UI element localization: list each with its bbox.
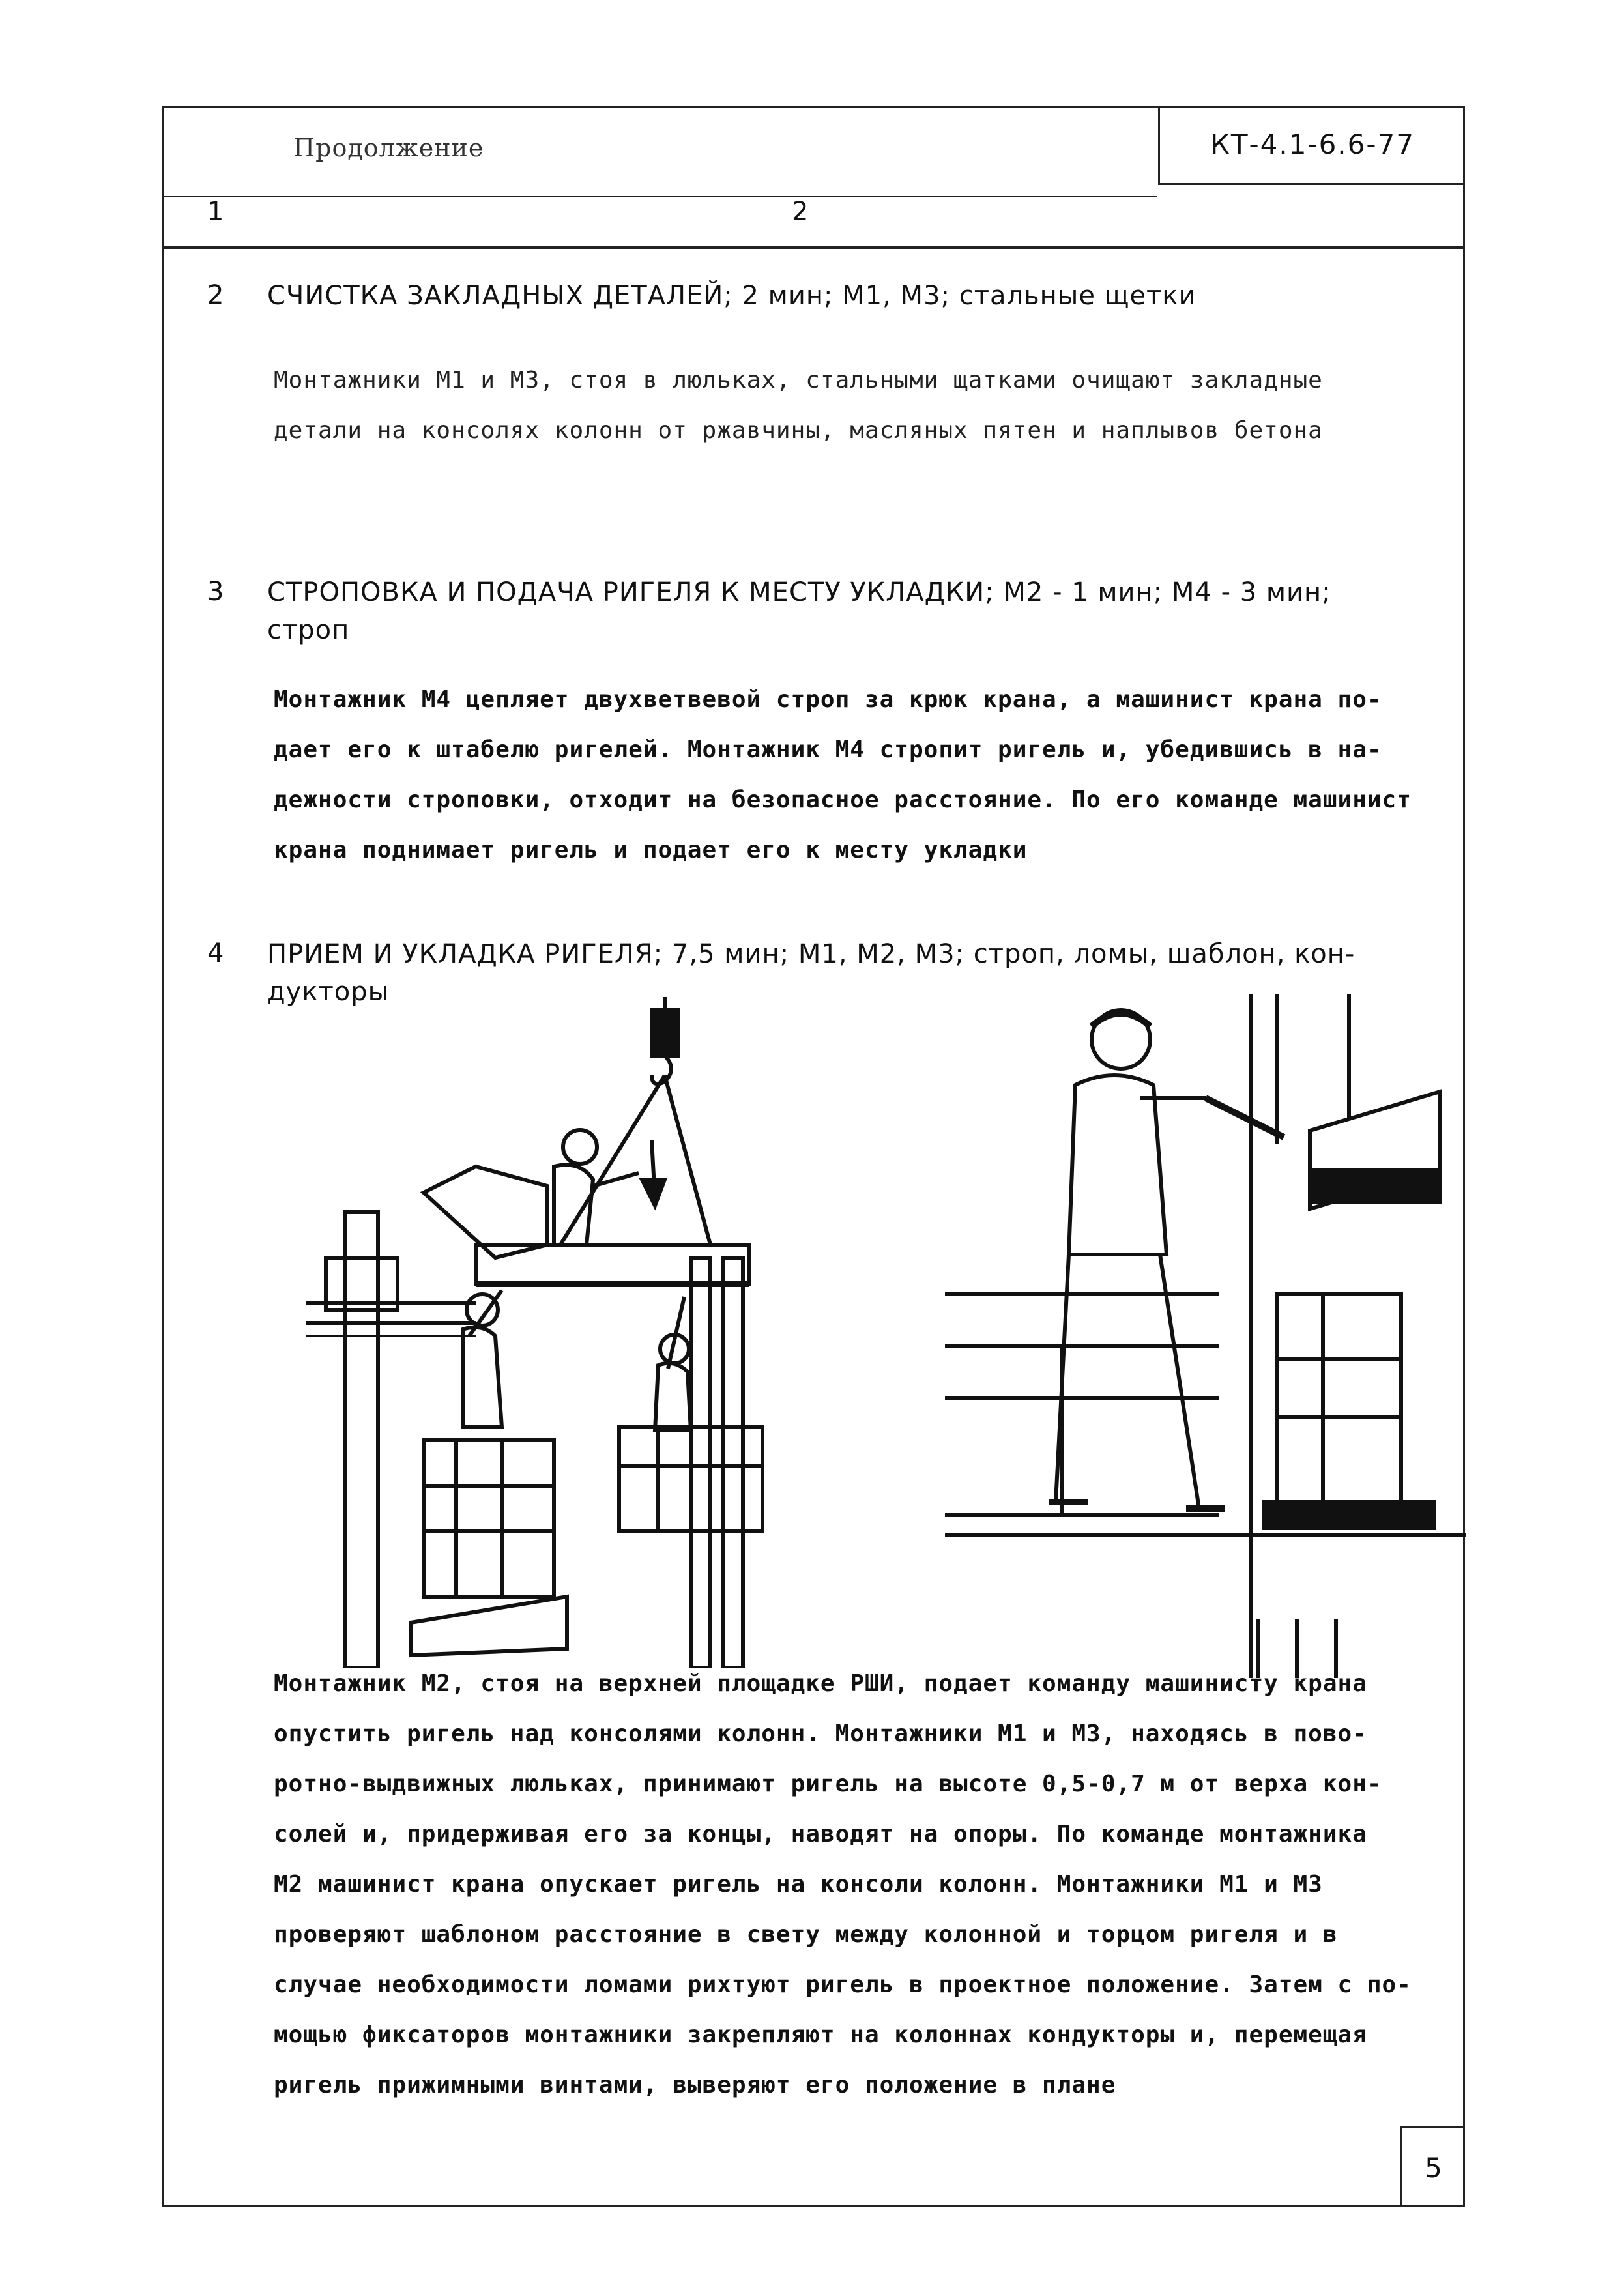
step-3-line-1: Монтажник М4 цепляет двухветвевой строп за крюк крана, а машинист крана по- xyxy=(274,686,1382,713)
step-3-line-3: дежности строповки, отходит на безопасное расстояние. По его команде машинист xyxy=(274,787,1412,813)
step-2-line-2: детали на консолях колонн от ржавчины, масляных пятен и наплывов бетона xyxy=(274,417,1323,444)
step-2-text xyxy=(274,355,1447,456)
step-4-line-5: М2 машинист крана опускает ригель на консоли колонн. Монтажники М1 и М3 xyxy=(274,1871,1323,1898)
continuation-label: Продолжение xyxy=(293,134,484,162)
page-number: 5 xyxy=(1400,2126,1465,2207)
step-3-line-2: дает его к штабелю ригелей. Монтажник М4 стропит ригель и, убедившись в на- xyxy=(274,736,1382,763)
step-4-line-2: опустить ригель над консолями колонн. Монтажники М1 и М3, находясь в пово- xyxy=(274,1720,1367,1747)
step-4-line-9: ригель прижимными винтами, выверяют его положение в плане xyxy=(274,2072,1116,2098)
illustration-crossbar-lifting xyxy=(306,997,958,1668)
step-3-title-line-2: строп xyxy=(267,615,350,645)
step-3-text xyxy=(274,674,1466,875)
step-4-title-line-1: ПРИЕМ И УКЛАДКА РИГЕЛЯ; 7,5 мин; М1, М2, М3; строп, ломы, шаблон, кон- xyxy=(267,939,1356,969)
column-header-divider xyxy=(162,246,1465,249)
step-4-line-8: мощью фиксаторов монтажники закрепляют на колоннах кондукторы и, перемещая xyxy=(274,2022,1367,2048)
step-4-title-line-2: дукторы xyxy=(267,977,390,1007)
header-divider xyxy=(162,196,1157,197)
step-3-line-4: крана поднимает ригель и подает его к месту укладки xyxy=(274,837,1028,863)
step-3-title xyxy=(267,573,1460,649)
step-3-number: 3 xyxy=(207,577,224,607)
step-4-line-4: солей и, придерживая его за концы, наводят на опоры. По команде монтажника xyxy=(274,1821,1367,1848)
step-2-line-1: Монтажники М1 и М3, стоя в люльках, стальными щатками очищают закладные xyxy=(274,367,1323,394)
step-2-number: 2 xyxy=(207,280,224,310)
illustration-worker-at-joint xyxy=(945,994,1466,1678)
document-code: КТ-4.1-6.6-77 xyxy=(1158,106,1465,185)
step-4-line-1: Монтажник М2, стоя на верхней площадке РШИ, подает команду машинисту крана xyxy=(274,1670,1367,1697)
step-4-number: 4 xyxy=(207,938,224,968)
column-number-1: 1 xyxy=(207,197,224,227)
step-4-line-6: проверяют шаблоном расстояние в свету между колонной и торцом ригеля и в xyxy=(274,1921,1338,1948)
column-number-2: 2 xyxy=(792,197,809,227)
step-4-text xyxy=(274,1659,1466,2110)
step-3-title-line-1: СТРОПОВКА И ПОДАЧА РИГЕЛЯ К МЕСТУ УКЛАДКИ; М2 - 1 мин; М4 - 3 мин; xyxy=(267,577,1331,607)
step-2-title: СЧИСТКА ЗАКЛАДНЫХ ДЕТАЛЕЙ; 2 мин; М1, М3; стальные щетки xyxy=(267,281,1196,311)
step-4-line-7: случае необходимости ломами рихтуют ригель в проектное положение. Затем с по- xyxy=(274,1971,1412,1998)
step-4-line-3: ротно-выдвижных люльках, принимают ригель на высоте 0,5-0,7 м от верха кон- xyxy=(274,1771,1382,1797)
